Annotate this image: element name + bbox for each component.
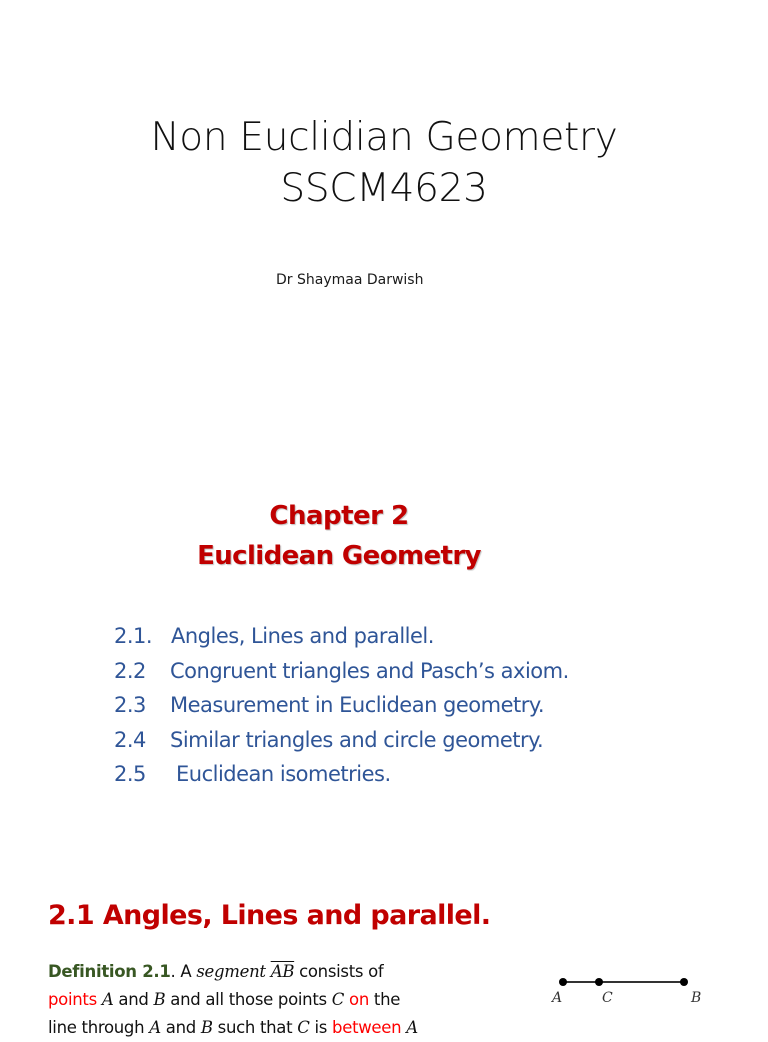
section-slide [0,880,768,1037]
term-segment: segment [196,962,266,981]
definition-line-1: Definition 2.1. A segment $\overline{AB}$ consists of [48,962,384,981]
chapter-label: Chapter 2 [269,501,409,531]
toc-item [114,723,569,758]
toc-item-label: Angles, Lines and parallel. [171,624,434,648]
segment-line-icon [545,976,715,1016]
chapter-toc [114,619,569,792]
definition-label: Definition 2.1 [48,962,171,981]
toc-item [114,688,569,723]
toc-item-label: Congruent triangles and Pasch’s axiom. [170,658,569,683]
segment-diagram [545,976,715,1016]
toc-item-label: Measurement in Euclidean geometry. [170,693,545,717]
point-c-dot [595,978,603,986]
toc-item [114,619,569,654]
definition-line-2: points A and B and all those points C on the [48,990,401,1009]
course-code: SSCM4623 [280,166,488,211]
chapter-title: Euclidean Geometry [197,541,481,571]
toc-item-number: 2.4 [114,727,146,752]
toc-item-label: Similar triangles and circle geometry. [170,727,544,752]
title-slide [0,0,768,320]
point-c-label: C [602,990,613,1006]
course-title [0,112,768,214]
toc-item-number: 2.3 [114,693,146,717]
toc-item-label: Euclidean isometries. [176,762,391,786]
toc-item-number: 2.5 [114,762,146,786]
point-a-dot [559,978,567,986]
course-title-line1: Non Euclidian Geometry [150,115,618,160]
author-name: Dr Shaymaa Darwish [276,272,424,288]
point-b-label: B [691,990,702,1006]
term-between: between [332,1018,402,1037]
section-heading: 2.1 Angles, Lines and parallel. [48,900,491,931]
definition-line-3: line through A and B such that C is between A [48,1018,418,1037]
point-b-dot [680,978,688,986]
toc-item-number: 2.2 [114,658,146,683]
point-a-label: A [552,990,563,1006]
toc-item [114,654,569,689]
toc-item [114,757,569,792]
term-points: points [48,990,97,1009]
definition-block [48,958,478,1042]
term-on: on [349,990,369,1009]
chapter-slide [0,480,768,820]
segment-ab-notation: $\overline{AB}$ [270,962,295,981]
toc-item-number: 2.1. [114,624,153,648]
